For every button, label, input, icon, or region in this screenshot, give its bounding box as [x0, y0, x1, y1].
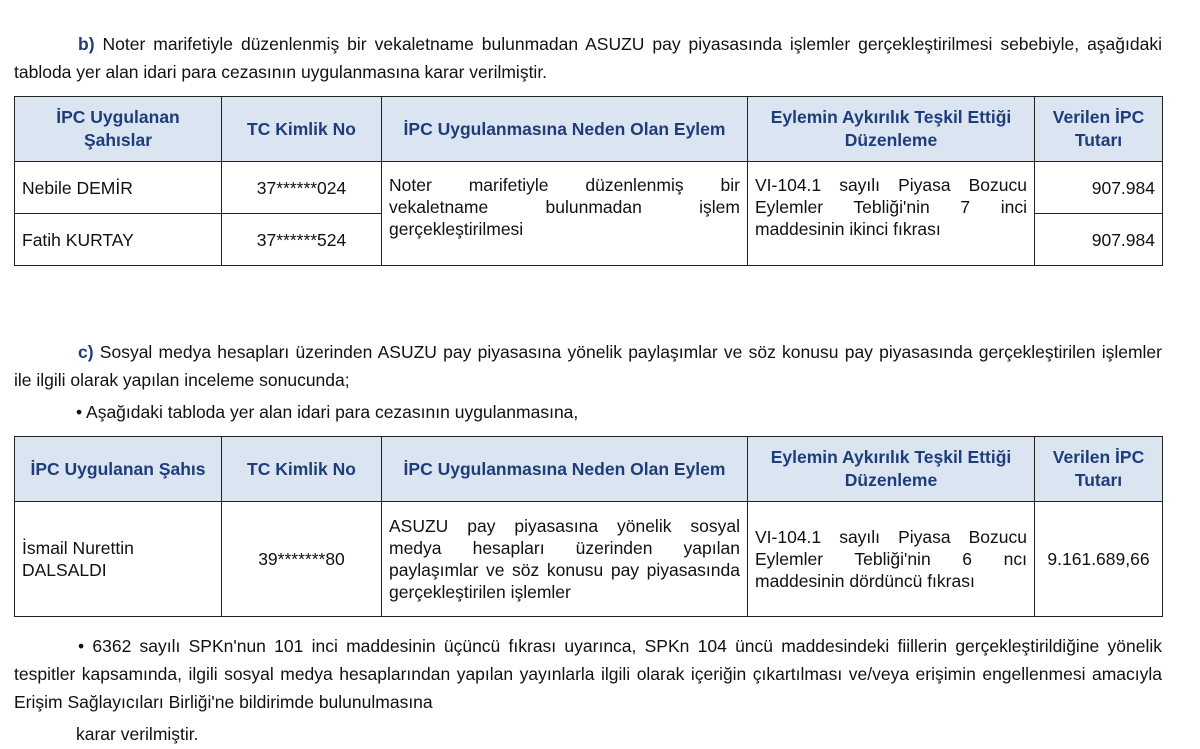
penalty-amount: 907.984 [1035, 214, 1163, 266]
header-regulation: Eylemin Aykırılık Teşkil Ettiği Düzenleme [748, 97, 1035, 162]
header-amount: Verilen İPC Tutarı [1035, 97, 1163, 162]
table-b-header-row [15, 97, 1163, 162]
bullet-access-blocking: • 6362 sayılı SPKn'nun 101 inci maddesinin üçüncü fıkrası uyarınca, SPKn 104 üncü maddesindeki fiillerin gerçekleştirildiğine yönelik tespitler kapsamında, ilgili sosyal medya hesaplarından yapılan yayınlarla ilgili olarak içeriğin çıkartılması ve/veya erişimin engellenmesi amacıyla Erişim Sağlayıcıları Birliği'ne bildirimde bulunulmasına [14, 636, 1162, 712]
penalty-amount: 907.984 [1035, 162, 1163, 214]
header-persons: İPC Uygulanan Şahıslar [15, 97, 222, 162]
bullet-penalty-intro: • Aşağıdaki tabloda yer alan idari para cezasının uygulanmasına, [76, 402, 579, 422]
penalty-table-b [14, 96, 1163, 266]
closing-text: karar verilmiştir. [76, 724, 199, 744]
table-c-header-row [15, 437, 1163, 502]
section-c-marker: c) [78, 342, 94, 362]
penalty-table-c [14, 436, 1163, 617]
section-c-text: Sosyal medya hesapları üzerinden ASUZU pay piyasasına yönelik paylaşımlar ve söz konusu pay piyasasında gerçekleştirilen işlemler ile ilgili olarak yapılan inceleme sonucunda; [14, 342, 1162, 390]
penalty-amount: 9.161.689,66 [1035, 502, 1163, 617]
person-name: Fatih KURTAY [15, 214, 222, 266]
person-name: Nebile DEMİR [15, 162, 222, 214]
header-amount: Verilen İPC Tutarı [1035, 437, 1163, 502]
header-person: İPC Uygulanan Şahıs [15, 437, 222, 502]
action-cell: ASUZU pay piyasasına yönelik sosyal medya hesapları üzerinden yapılan paylaşımlar ve söz konusu pay piyasasında gerçekleştirilen işlemler [382, 502, 748, 617]
header-action: İPC Uygulanmasına Neden Olan Eylem [382, 97, 748, 162]
section-b-marker: b) [78, 34, 95, 54]
table-row [15, 502, 1163, 617]
section-b-text: Noter marifetiyle düzenlenmiş bir vekaletname bulunmadan ASUZU pay piyasasında işlemler gerçekleştirilmesi sebebiyle, aşağıdaki tabloda yer alan idari para cezasının uygulanmasına karar verilmiştir. [14, 34, 1162, 82]
header-tc: TC Kimlik No [222, 437, 382, 502]
section-b-paragraph [14, 30, 1162, 86]
tc-number: 37******024 [222, 162, 382, 214]
action-cell: Noter marifetiyle düzenlenmiş bir vekaletname bulunmadan işlem gerçekleştirilmesi [382, 162, 748, 266]
header-regulation: Eylemin Aykırılık Teşkil Ettiği Düzenleme [748, 437, 1035, 502]
table-row [15, 162, 1163, 214]
person-name: İsmail Nurettin DALSALDI [15, 502, 222, 617]
regulation-cell: VI-104.1 sayılı Piyasa Bozucu Eylemler Tebliği'nin 6 ncı maddesinin dördüncü fıkrası [748, 502, 1035, 617]
tc-number: 39*******80 [222, 502, 382, 617]
tc-number: 37******524 [222, 214, 382, 266]
regulation-cell: VI-104.1 sayılı Piyasa Bozucu Eylemler Tebliği'nin 7 inci maddesinin ikinci fıkrası [748, 162, 1035, 266]
section-c-paragraph [14, 338, 1162, 394]
header-action: İPC Uygulanmasına Neden Olan Eylem [382, 437, 748, 502]
header-tc: TC Kimlik No [222, 97, 382, 162]
